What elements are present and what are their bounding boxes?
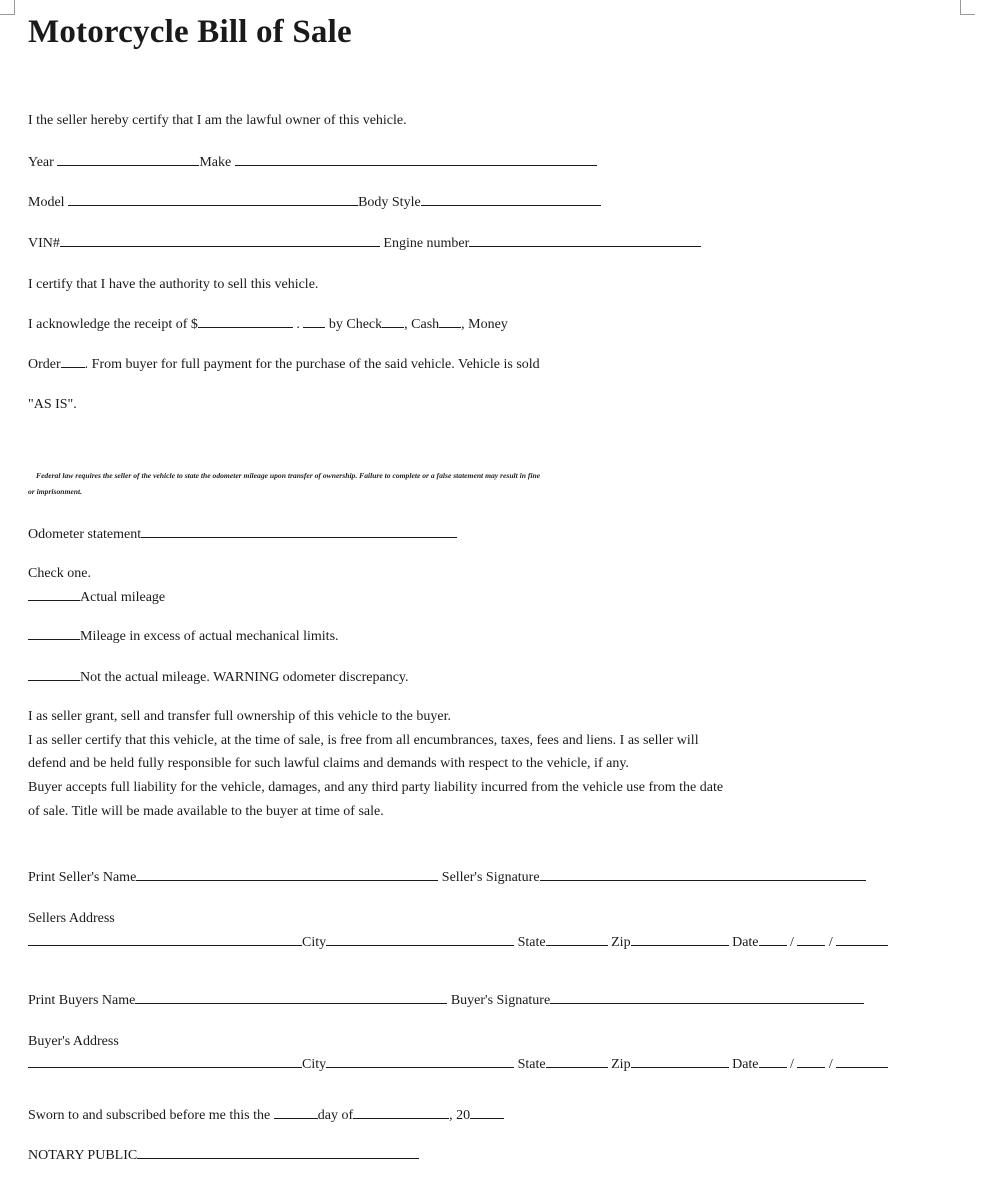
free-of-liens-text-cont: defend and be held fully responsible for such lawful claims and demands with respect to the vehicle, if any.: [28, 756, 629, 771]
body-style-label: Body Style: [358, 195, 421, 210]
grant-text: I as seller grant, sell and transfer full ownership of this vehicle to the buyer.: [28, 709, 451, 724]
order-label: Order: [28, 357, 61, 372]
engine-field[interactable]: [469, 245, 701, 247]
buyer-state-label: State: [517, 1057, 546, 1072]
option-actual-row: [28, 589, 165, 607]
day-of-label: day of: [317, 1108, 354, 1123]
seller-zip-field[interactable]: [631, 944, 729, 946]
amount-dollars-field[interactable]: [198, 326, 293, 328]
notary-row: [28, 1147, 419, 1165]
make-field[interactable]: [235, 164, 597, 166]
federal-law-notice-cont: or imprisonment.: [28, 487, 83, 496]
buyer-address-label: Buyer's Address: [28, 1034, 119, 1049]
sworn-year-field[interactable]: [470, 1117, 504, 1119]
buyer-zip-label: Zip: [611, 1057, 631, 1072]
year-field[interactable]: [57, 164, 199, 166]
page-corner-mark: [960, 0, 975, 15]
option-actual-label: Actual mileage: [80, 590, 166, 605]
cash-field[interactable]: [439, 326, 461, 328]
seller-zip-label: Zip: [611, 935, 631, 950]
buyer-street-field[interactable]: [28, 1066, 302, 1068]
notary-label: NOTARY PUBLIC: [28, 1148, 138, 1163]
buyer-address-row: [28, 1056, 888, 1074]
ack-text: I acknowledge the receipt of $: [28, 317, 198, 332]
model-label: Model: [28, 195, 65, 210]
date-separator: /: [828, 1057, 833, 1072]
certify-owner-text: I the seller hereby certify that I am the lawful owner of this vehicle.: [28, 113, 407, 128]
money-order-field[interactable]: [61, 366, 85, 368]
buyer-city-field[interactable]: [326, 1066, 514, 1068]
free-of-liens-text: I as seller certify that this vehicle, at the time of sale, is free from all encumbrances, taxes, fees and liens. I as seller will: [28, 733, 699, 748]
engine-label: Engine number: [383, 236, 470, 251]
authority-text: I certify that I have the authority to sell this vehicle.: [28, 277, 319, 292]
notary-field[interactable]: [137, 1157, 419, 1159]
order-text: . From buyer for full payment for the purchase of the said vehicle. Vehicle is sold: [84, 357, 540, 372]
vin-label: VIN#: [28, 236, 60, 251]
model-body-row: [28, 194, 601, 212]
sworn-day-field[interactable]: [274, 1117, 318, 1119]
buyer-city-label: City: [302, 1057, 327, 1072]
amount-dot: .: [296, 317, 300, 332]
seller-date-day[interactable]: [797, 944, 825, 946]
buyer-date-label: Date: [732, 1057, 759, 1072]
option-not-actual-row: [28, 669, 409, 687]
page-corner-mark: [0, 0, 15, 15]
year-make-row: [28, 154, 597, 172]
body-style-field[interactable]: [421, 204, 601, 206]
money-label: , Money: [461, 317, 508, 332]
seller-state-label: State: [517, 935, 546, 950]
document-title: Motorcycle Bill of Sale: [28, 14, 352, 50]
option-actual-checkbox[interactable]: [28, 599, 80, 601]
order-row: [28, 356, 540, 374]
print-seller-label: Print Seller's Name: [28, 870, 137, 885]
option-excess-row: [28, 628, 339, 646]
amount-cents-field[interactable]: [303, 326, 325, 328]
cash-label: , Cash: [404, 317, 440, 332]
check-one-label: Check one.: [28, 566, 91, 581]
sworn-text: Sworn to and subscribed before me this the: [28, 1108, 271, 1123]
buyer-liability-text-cont: of sale. Title will be made available to the buyer at time of sale.: [28, 804, 384, 819]
buyer-date-day[interactable]: [797, 1066, 825, 1068]
buyer-name-row: [28, 992, 864, 1010]
check-field[interactable]: [382, 326, 404, 328]
seller-date-year[interactable]: [836, 944, 888, 946]
date-separator: /: [790, 935, 794, 950]
seller-signature-label: Seller's Signature: [441, 870, 540, 885]
odometer-label: Odometer statement: [28, 527, 142, 542]
seller-date-label: Date: [732, 935, 759, 950]
by-check-label: by Check: [328, 317, 383, 332]
option-not-actual-label: Not the actual mileage. WARNING odometer discrepancy.: [80, 670, 409, 685]
sworn-row: [28, 1107, 504, 1125]
print-buyer-label: Print Buyers Name: [28, 993, 136, 1008]
seller-signature-field[interactable]: [540, 879, 866, 881]
buyer-zip-field[interactable]: [631, 1066, 729, 1068]
seller-city-label: City: [302, 935, 327, 950]
seller-address-label: Sellers Address: [28, 911, 115, 926]
odometer-field[interactable]: [141, 536, 457, 538]
model-field[interactable]: [68, 204, 358, 206]
buyer-liability-text: Buyer accepts full liability for the vehicle, damages, and any third party liability incurred from the vehicle use from the date: [28, 780, 724, 795]
buyer-signature-label: Buyer's Signature: [450, 993, 551, 1008]
seller-name-row: [28, 869, 866, 887]
make-label: Make: [199, 155, 232, 170]
payment-row: [28, 316, 508, 334]
buyer-signature-field[interactable]: [550, 1002, 864, 1004]
buyer-state-field[interactable]: [546, 1066, 608, 1068]
federal-law-notice: Federal law requires the seller of the vehicle to state the odometer mileage upon transfer of ownership. Failure to complete or a false statement may result in fine: [36, 471, 541, 480]
year-label: Year: [28, 155, 54, 170]
date-separator: /: [790, 1057, 794, 1072]
year-prefix-label: , 20: [449, 1108, 471, 1123]
seller-state-field[interactable]: [546, 944, 608, 946]
sworn-month-field[interactable]: [353, 1117, 449, 1119]
vin-field[interactable]: [60, 245, 380, 247]
seller-city-field[interactable]: [326, 944, 514, 946]
seller-date-month[interactable]: [759, 944, 787, 946]
as-is-text: "AS IS".: [28, 397, 77, 412]
buyer-date-month[interactable]: [759, 1066, 787, 1068]
seller-name-field[interactable]: [136, 879, 438, 881]
seller-address-row: [28, 934, 888, 952]
option-excess-label: Mileage in excess of actual mechanical limits.: [80, 629, 339, 644]
option-not-actual-checkbox[interactable]: [28, 679, 80, 681]
buyer-date-year[interactable]: [836, 1066, 888, 1068]
option-excess-checkbox[interactable]: [28, 638, 80, 640]
buyer-name-field[interactable]: [135, 1002, 447, 1004]
date-separator: /: [828, 935, 833, 950]
vin-engine-row: [28, 235, 701, 253]
odometer-row: [28, 526, 457, 544]
seller-street-field[interactable]: [28, 944, 302, 946]
